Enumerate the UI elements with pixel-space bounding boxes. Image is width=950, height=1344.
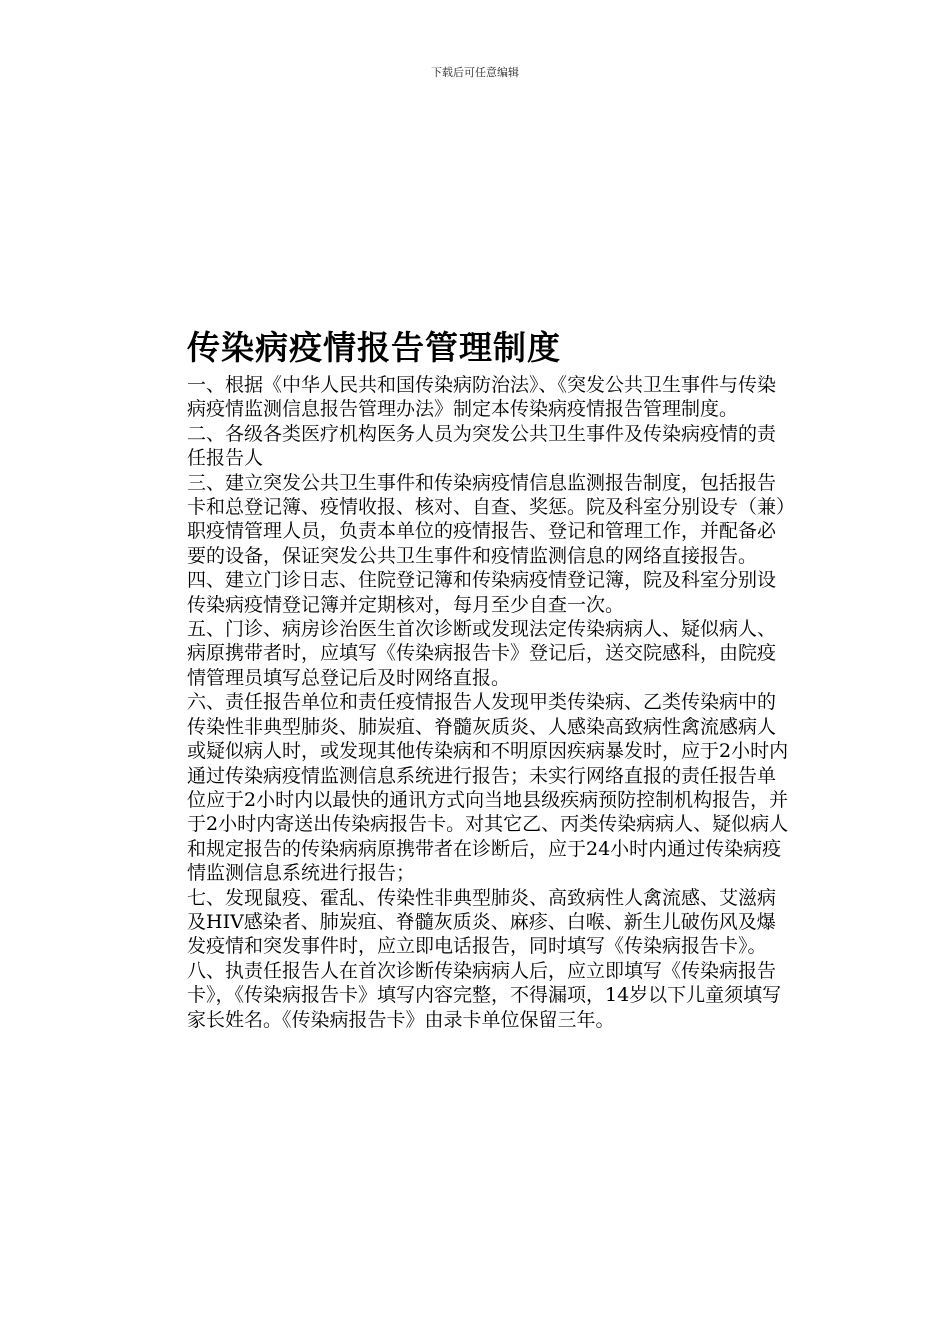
- paragraph-1: 一、根据《中华人民共和国传染病防治法》、《突发公共卫生事件与传染病疫情监测信息报告管理办法》制定本传染病疫情报告管理制度。: [187, 374, 777, 421]
- paragraph-7: 七、发现鼠疫、霍乱、传染性非典型肺炎、高致病性人禽流感、艾滋病及HIV感染者、肺炭疽、脊髓灰质炎、麻疹、白喉、新生儿破伤风及爆发疫情和突发事件时，应立即电话报告，同时填写《传染病报告卡》。: [187, 886, 777, 958]
- paragraph-6: 六、责任报告单位和责任疫情报告人发现甲类传染病、乙类传染病中的传染性非典型肺炎、肺炭疽、脊髓灰质炎、人感染高致病性禽流感病人或疑似病人时，或发现其他传染病和不明原因疾病暴发时，应于2小时内通过传染病疫情监测信息系统进行报告；未实行网络直报的责任报告单位应于2小时内以最快的通讯方式向当地县级疾病预防控制机构报告，并于2小时内寄送出传染病报告卡。对其它乙、丙类传染病病人、疑似病人和规定报告的传染病病原携带者在诊断后，应于24小时内通过传染病疫情监测信息系统进行报告；: [187, 691, 789, 885]
- page-header-note: 下载后可任意编辑: [431, 66, 519, 79]
- paragraph-2: 二、各级各类医疗机构医务人员为突发公共卫生事件及传染病疫情的责任报告人: [187, 422, 777, 470]
- paragraph-8: 八、执责任报告人在首次诊断传染病病人后，应立即填写《传染病报告卡》，《传染病报告卡》填写内容完整，不得漏项，14岁以下儿童须填写家长姓名。《传染病报告卡》由录卡单位保留三年。: [187, 959, 782, 1031]
- document-title: 传染病疫情报告管理制度: [187, 328, 561, 367]
- paragraph-5: 五、门诊、病房诊治医生首次诊断或发现法定传染病病人、疑似病人、病原携带者时，应填写《传染病报告卡》登记后，送交院感科，由院疫情管理员填写总登记后及时网络直报。: [187, 618, 777, 689]
- paragraph-4: 四、建立门诊日志、住院登记簿和传染病疫情登记簿，院及科室分别设传染病疫情登记簿并定期核对，每月至少自查一次。: [187, 569, 777, 616]
- paragraph-3: 三、建立突发公共卫生事件和传染病疫情信息监测报告制度，包括报告卡和总登记簿、疫情收报、核对、自查、奖惩。院及科室分别设专（兼）职疫情管理人员，负责本单位的疫情报告、登记和管理工作，并配备必要的设备，保证突发公共卫生事件和疫情监测信息的网络直接报告。: [187, 471, 786, 567]
- document-body: [187, 373, 792, 1032]
